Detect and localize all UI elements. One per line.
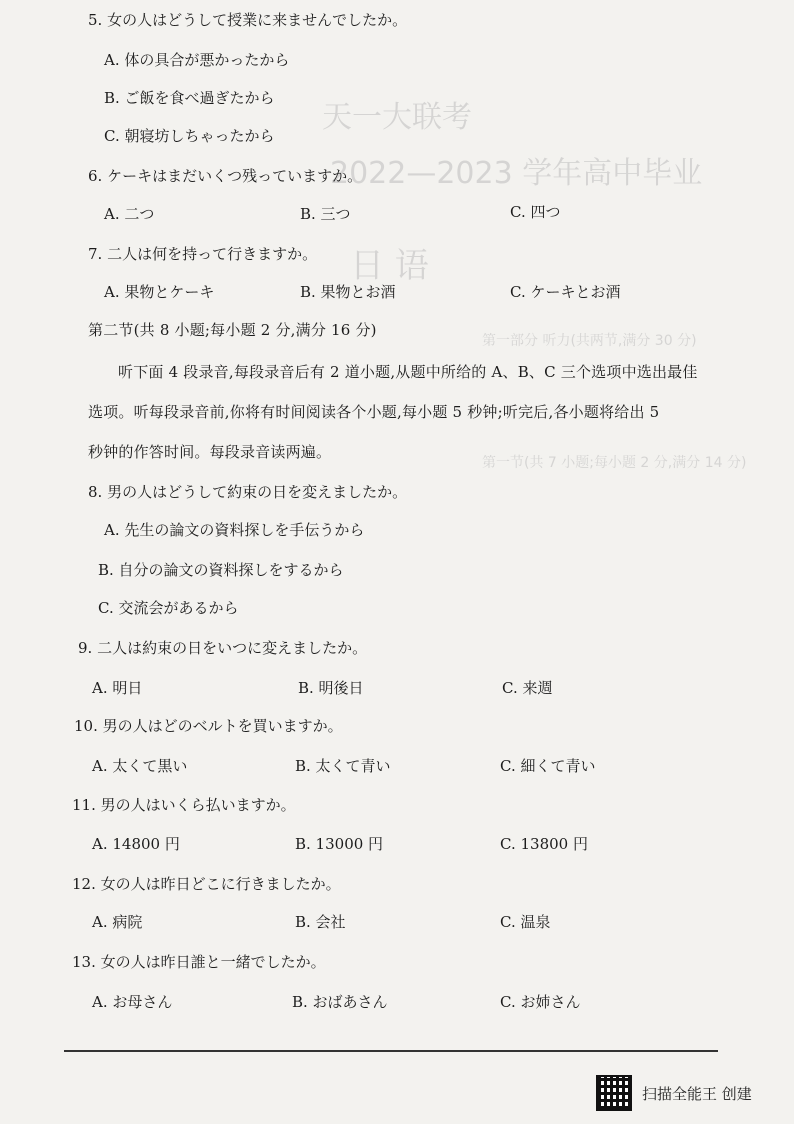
section-2-heading: 第二节(共 8 小题;每小题 2 分,满分 16 分) xyxy=(88,321,377,339)
question-5-stem: 5. 女の人はどうして授業に来ませんでしたか。 xyxy=(88,11,408,29)
question-6-option-a: A. 二つ xyxy=(104,205,155,223)
section-2-instruction-3: 秒钟的作答时间。每段录音读两遍。 xyxy=(88,443,332,461)
question-5-option-c: C. 朝寝坊しちゃったから xyxy=(104,127,275,145)
ghost-side2: 第一节(共 7 小题;每小题 2 分,满分 14 分) xyxy=(482,455,747,471)
scanner-watermark: 扫描全能王 创建 xyxy=(642,1085,752,1103)
question-9-stem: 9. 二人は約束の日をいつに変えましたか。 xyxy=(78,639,368,657)
question-7-option-b: B. 果物とお酒 xyxy=(300,283,396,301)
question-6-option-b: B. 三つ xyxy=(300,205,351,223)
question-8-option-c: C. 交流会があるから xyxy=(98,599,239,617)
ghost-side1: 第一部分 听力(共两节,满分 30 分) xyxy=(482,333,697,349)
question-9-option-a: A. 明日 xyxy=(92,679,143,697)
question-11-option-c: C. 13800 円 xyxy=(500,835,588,853)
bottom-divider xyxy=(64,1050,718,1052)
question-7-stem: 7. 二人は何を持って行きますか。 xyxy=(88,245,318,263)
question-5-option-a: A. 体の具合が悪かったから xyxy=(104,51,290,69)
question-6-option-c: C. 四つ xyxy=(510,203,561,221)
question-11-option-a: A. 14800 円 xyxy=(92,835,180,853)
question-9-option-c: C. 来週 xyxy=(502,679,553,697)
question-7-option-c: C. ケーキとお酒 xyxy=(510,283,621,301)
question-8-stem: 8. 男の人はどうして約束の日を変えましたか。 xyxy=(88,483,408,501)
ghost-top-mark: 天一大联考 xyxy=(322,100,472,135)
question-10-stem: 10. 男の人はどのベルトを買いますか。 xyxy=(74,717,343,735)
question-12-option-b: B. 会社 xyxy=(295,913,346,931)
question-5-option-b: B. ご飯を食べ過ぎたから xyxy=(104,89,275,107)
question-13-stem: 13. 女の人は昨日誰と一緒でしたか。 xyxy=(72,953,326,971)
question-10-option-b: B. 太くて青い xyxy=(295,757,391,775)
question-12-stem: 12. 女の人は昨日どこに行きましたか。 xyxy=(72,875,341,893)
question-10-option-c: C. 細くて青い xyxy=(500,757,596,775)
question-12-option-a: A. 病院 xyxy=(92,913,143,931)
question-13-option-c: C. お姉さん xyxy=(500,993,581,1011)
question-11-stem: 11. 男の人はいくら払いますか。 xyxy=(72,796,296,814)
question-8-option-a: A. 先生の論文の資料探しを手伝うから xyxy=(104,521,365,539)
section-2-instruction-1: 听下面 4 段录音,每段录音后有 2 道小题,从题中所给的 A、B、C 三个选项中选出最佳 xyxy=(118,363,698,381)
question-11-option-b: B. 13000 円 xyxy=(295,835,384,853)
question-13-option-a: A. お母さん xyxy=(92,993,173,1011)
section-2-instruction-2: 选项。听每段录音前,你将有时间阅读各个小题,每小题 5 秒钟;听完后,各小题将给出 5 xyxy=(88,403,660,421)
qr-code-icon xyxy=(596,1075,632,1111)
question-12-option-c: C. 温泉 xyxy=(500,913,551,931)
question-13-option-b: B. おばあさん xyxy=(292,993,388,1011)
ghost-title: 2022—2023 学年高中毕业 xyxy=(330,156,703,191)
question-6-stem: 6. ケーキはまだいくつ残っていますか。 xyxy=(88,167,363,185)
question-10-option-a: A. 太くて黒い xyxy=(92,757,188,775)
question-8-option-b: B. 自分の論文の資料探しをするから xyxy=(98,561,344,579)
question-9-option-b: B. 明後日 xyxy=(298,679,364,697)
ghost-subject: 日 语 xyxy=(350,246,429,286)
question-7-option-a: A. 果物とケーキ xyxy=(104,283,215,301)
